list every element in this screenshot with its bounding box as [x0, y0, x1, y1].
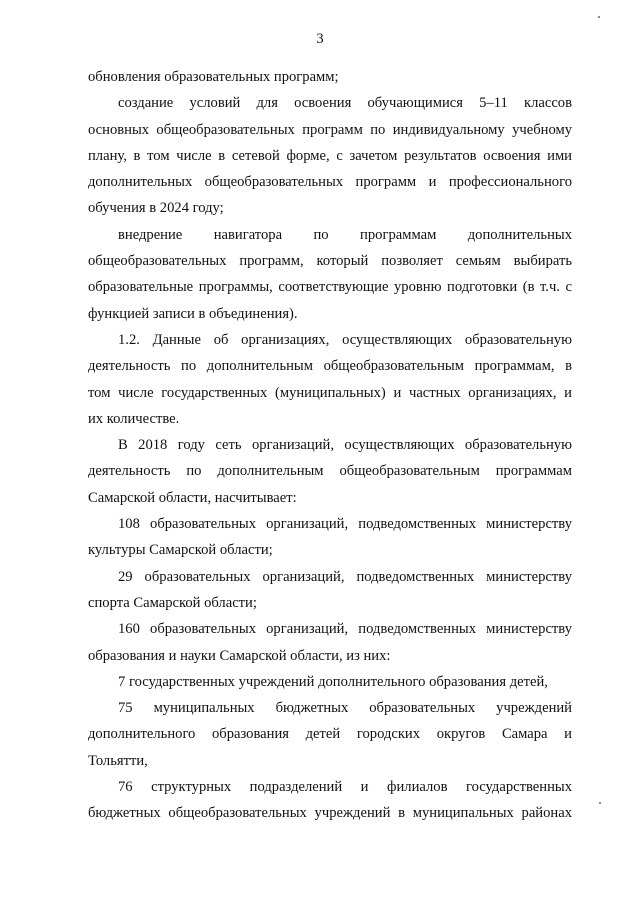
text-line: общеобразовательных программ, который позволяет семьям выбирать	[88, 253, 572, 270]
scan-speck	[598, 16, 600, 18]
text-line: бюджетных общеобразовательных учреждений в муниципальных районах	[88, 805, 572, 822]
page-number: 3	[316, 31, 324, 47]
text-line: образования и науки Самарской области, из них:	[88, 647, 391, 664]
text-line: 160 образовательных организаций, подведомственных министерству	[118, 621, 572, 638]
text-line: деятельность по дополнительным общеобразовательным программам	[88, 463, 572, 480]
scan-speck	[599, 802, 601, 804]
text-line: дополнительных общеобразовательных программ и профессионального	[88, 174, 572, 191]
text-line: создание условий для освоения обучающимися 5–11 классов	[118, 95, 572, 112]
text-line: дополнительного образования детей городских округов Самара и	[88, 726, 572, 743]
text-line: образовательные программы, соответствующие уровню подготовки (в т.ч. с	[88, 279, 572, 296]
text-line: 75 муниципальных бюджетных образовательных учреждений	[118, 700, 572, 717]
body-text	[88, 64, 572, 827]
text-line: основных общеобразовательных программ по индивидуальному учебному	[88, 121, 572, 138]
text-line: функцией записи в объединения).	[88, 305, 298, 322]
text-line: обновления образовательных программ;	[88, 69, 339, 85]
text-line: Тольятти,	[88, 752, 148, 769]
text-line: 1.2. Данные об организациях, осуществляющих образовательную	[118, 331, 572, 348]
text-line: плану, в том числе в сетевой форме, с зачетом результатов освоения ими	[88, 147, 572, 164]
text-line: 76 структурных подразделений и филиалов государственных	[118, 779, 572, 796]
text-line: том числе государственных (муниципальных) и частных организациях, и	[88, 384, 572, 401]
text-line: их количестве.	[88, 410, 180, 427]
text-line: 7 государственных учреждений дополнительного образования детей,	[118, 673, 548, 690]
text-line: культуры Самарской области;	[88, 542, 273, 559]
text-line: В 2018 году сеть организаций, осуществляющих образовательную	[118, 437, 572, 454]
text-line: 29 образовательных организаций, подведомственных министерству	[118, 568, 572, 585]
text-line: деятельность по дополнительным общеобразовательным программам, в	[88, 358, 572, 375]
text-line: внедрение навигатора по программам дополнительных	[118, 226, 572, 243]
text-line: Самарской области, насчитывает:	[88, 489, 297, 506]
text-line: обучения в 2024 году;	[88, 200, 224, 217]
text-line: спорта Самарской области;	[88, 594, 257, 611]
text-line: 108 образовательных организаций, подведомственных министерству	[118, 516, 572, 533]
